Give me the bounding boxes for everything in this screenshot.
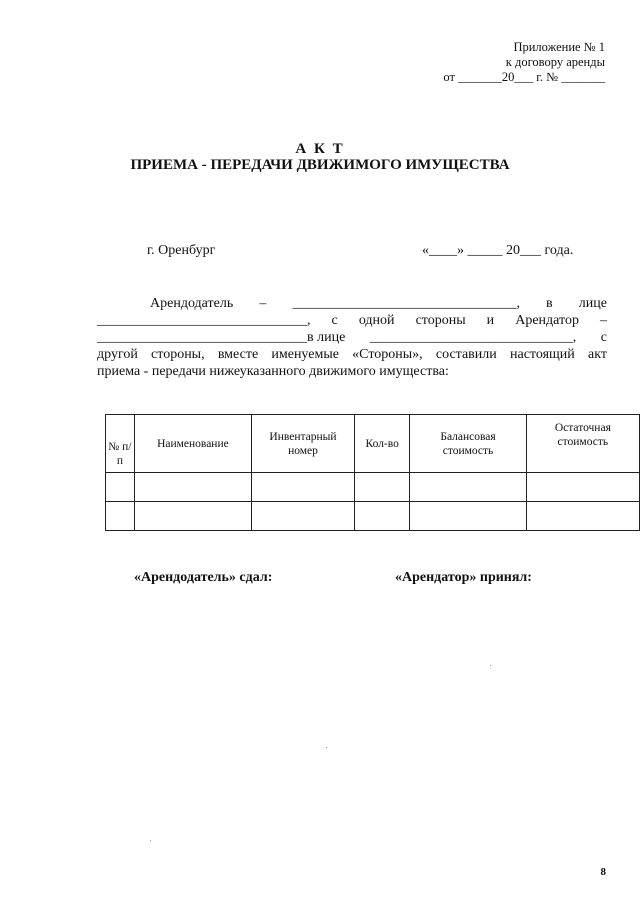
page-number: 8 [600,866,606,878]
annex-date-number: от _______20___ г. № _______ [443,70,605,84]
landlord-signature-label: «Арендодатель» сдал: [134,570,273,585]
body-line-2: ______________________________, с одной стороны и Арендатор – [97,313,607,328]
document-title: А К Т [295,141,345,157]
header-residual-value: Остаточная стоимость [526,415,639,473]
header-quantity: Кол-во [355,415,410,473]
header-name: Наименование [134,415,251,473]
act-date: «____» _____ 20___ года. [422,243,574,258]
header-inventory-number: Инвентарный номер [251,415,354,473]
scan-speck [326,747,327,748]
table-row [106,473,640,502]
annex-contract: к договору аренды [505,55,605,69]
header-number: № п/п [106,415,135,473]
body-line-5: приема - передачи нижеуказанного движимого имущества: [97,364,449,379]
tenant-signature-label: «Арендатор» принял: [395,570,532,585]
scan-speck [490,665,491,666]
document-subtitle: ПРИЕМА - ПЕРЕДАЧИ ДВИЖИМОГО ИМУЩЕСТВА [130,157,510,173]
table-row [106,502,640,531]
body-line-3: ______________________________в лице _____________________________, с [97,330,607,345]
property-table [105,414,640,531]
body-paragraph [97,295,607,380]
body-line-4: другой стороны, вместе именуемые «Стороны», составили настоящий акт [97,347,607,362]
annex-title: Приложение № 1 [513,40,605,54]
table-header-row [106,415,640,473]
scan-speck [150,840,151,841]
body-line-1: Арендодатель – ________________________________, в лице [150,296,607,311]
city: г. Оренбург [147,243,216,258]
header-book-value: Балансовая стоимость [410,415,526,473]
annex-block [443,40,605,85]
